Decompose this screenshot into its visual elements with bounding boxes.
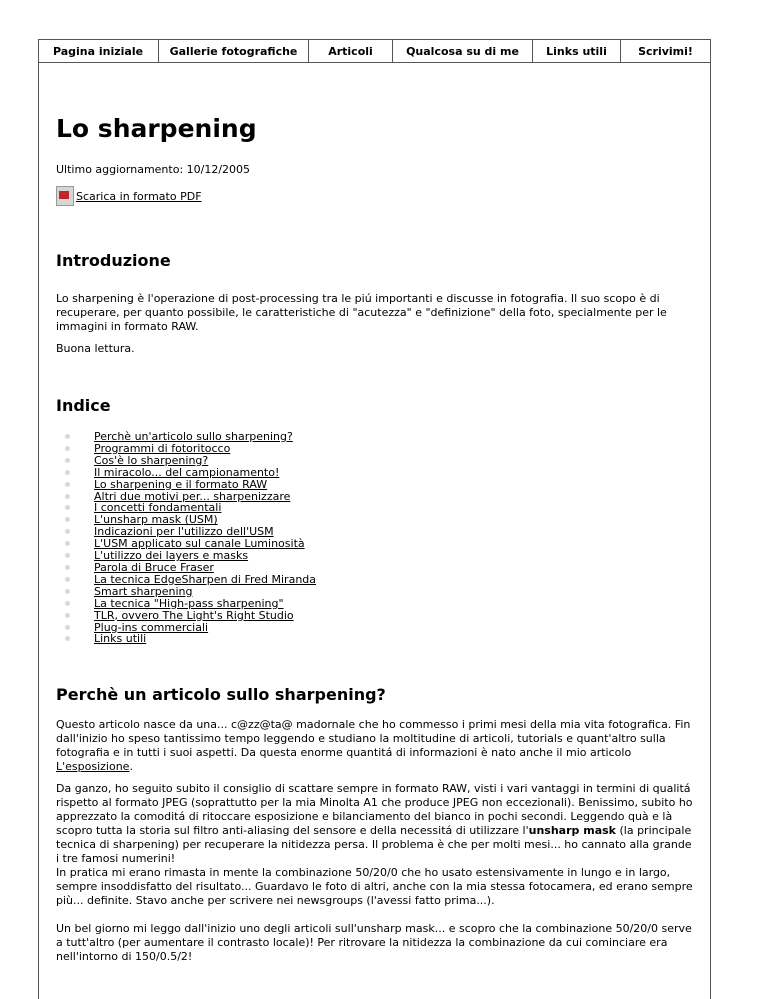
section-paragraph-3: Un bel giorno mi leggo dall'inizio uno degli articoli sull'unsharp mask... e scopro che la combinazione 50/20/0 serve a tutt'altro (per aumentare il contrasto locale)! Per ritrovare la nitidezza la combinazione da cui cominciare era nell'intorno di 150/0.5/2! <box>56 922 692 963</box>
section-paragraph-2: Da ganzo, ho seguito subito il consiglio di scattare sempre in formato RAW, visti i vari vantaggi in termini di qualitá rispetto al formato JPEG (soprattutto per la mia Minolta A1 che produce JPEG non eccezionali). Benissimo, subito ho apprezzato la comoditá di ritoccare esposizione e bilanciamento del bianco in pochi secondi. Leggendo quà e là scopro tutta la storia sul filtro anti-aliasing del sensore e della necessitá di utilizzare l'unsharp mask (la principale tecnica di sharpening) per recuperare la nitidezza persa. Il problema è che per molti mesi... ho cannato alla grande i tre famosi numerini! In pratica mi erano rimasta in mente la combinazione 50/20/0 che ho usato estensivamente in lungo e in largo, sempre insoddisfatto del risultato... Guardavo le foto di altri, anche con la mia stessa fotocamera, ed erano sempre più... definite. Stavo anche per scrivere nei newsgroups (l'avessi fatto prima...). <box>56 782 693 907</box>
index-item[interactable]: TLR, ovvero The Light's Right Studio <box>56 610 316 622</box>
nav-contact[interactable]: Scrivimi! <box>620 40 710 62</box>
index-item[interactable]: L'unsharp mask (USM) <box>56 514 316 526</box>
index-item[interactable]: Altri due motivi per... sharpenizzare <box>56 491 316 503</box>
nav-about[interactable]: Qualcosa su di me <box>392 40 532 62</box>
index-item[interactable]: La tecnica "High-pass sharpening" <box>56 598 316 610</box>
nav-articles[interactable]: Articoli <box>308 40 392 62</box>
index-item[interactable]: I concetti fondamentali <box>56 502 316 514</box>
intro-paragraph: Lo sharpening è l'operazione di post-processing tra le piú importanti e discusse in fotografia. Il suo scopo è di recuperare, per quanto possibile, le caratteristiche di "acutezza" e "definizione" della foto, specialmente per le immagini in formato RAW. <box>56 292 667 333</box>
index-item[interactable]: Plug-ins commerciali <box>56 622 316 634</box>
nav-galleries[interactable]: Gallerie fotografiche <box>158 40 308 62</box>
index-item[interactable]: Programmi di fotoritocco <box>56 443 316 455</box>
index-item[interactable]: L'USM applicato sul canale Luminosità <box>56 538 316 550</box>
esposizione-link[interactable]: L'esposizione <box>56 760 130 773</box>
index-item[interactable]: L'utilizzo dei layers e masks <box>56 550 316 562</box>
index-item[interactable]: Cos'è lo sharpening? <box>56 455 316 467</box>
pdf-download-link[interactable]: Scarica in formato PDF <box>76 189 202 203</box>
index-item[interactable]: Perchè un'articolo sullo sharpening? <box>56 431 316 443</box>
nav-home[interactable]: Pagina iniziale <box>52 44 144 58</box>
section-heading: Perchè un articolo sullo sharpening? <box>56 685 386 704</box>
intro-heading: Introduzione <box>56 251 171 270</box>
index-item[interactable]: Indicazioni per l'utilizzo dell'USM <box>56 526 316 538</box>
pdf-icon <box>56 186 74 206</box>
index-item[interactable]: Lo sharpening e il formato RAW <box>56 479 316 491</box>
index-item[interactable]: Smart sharpening <box>56 586 316 598</box>
index-heading: Indice <box>56 396 111 415</box>
nav-links[interactable]: Links utili <box>532 40 620 62</box>
index-item[interactable]: Parola di Bruce Fraser <box>56 562 316 574</box>
index-item[interactable]: Il miracolo... del campionamento! <box>56 467 316 479</box>
pdf-download[interactable] <box>56 186 202 206</box>
section-paragraph-1: Questo articolo nasce da una... c@zz@ta@ madornale che ho commesso i primi mesi della mia vita fotografica. Fin dall'inizio ho speso tantissimo tempo leggendo e studiano la moltitudine di articoli, tutorials e quant'altro sulla fotografia e in tutti i suoi aspetti. Da questa enorme quantitá di informazioni è nato anche il mio articolo L'esposizione. <box>56 718 691 773</box>
page-title: Lo sharpening <box>56 114 257 143</box>
index-list <box>56 431 316 645</box>
intro-closing: Buona lettura. <box>56 342 135 355</box>
top-nav <box>38 39 711 63</box>
index-item[interactable]: La tecnica EdgeSharpen di Fred Miranda <box>56 574 316 586</box>
last-updated: Ultimo aggiornamento: 10/12/2005 <box>56 163 251 176</box>
index-item[interactable]: Links utili <box>56 633 316 645</box>
